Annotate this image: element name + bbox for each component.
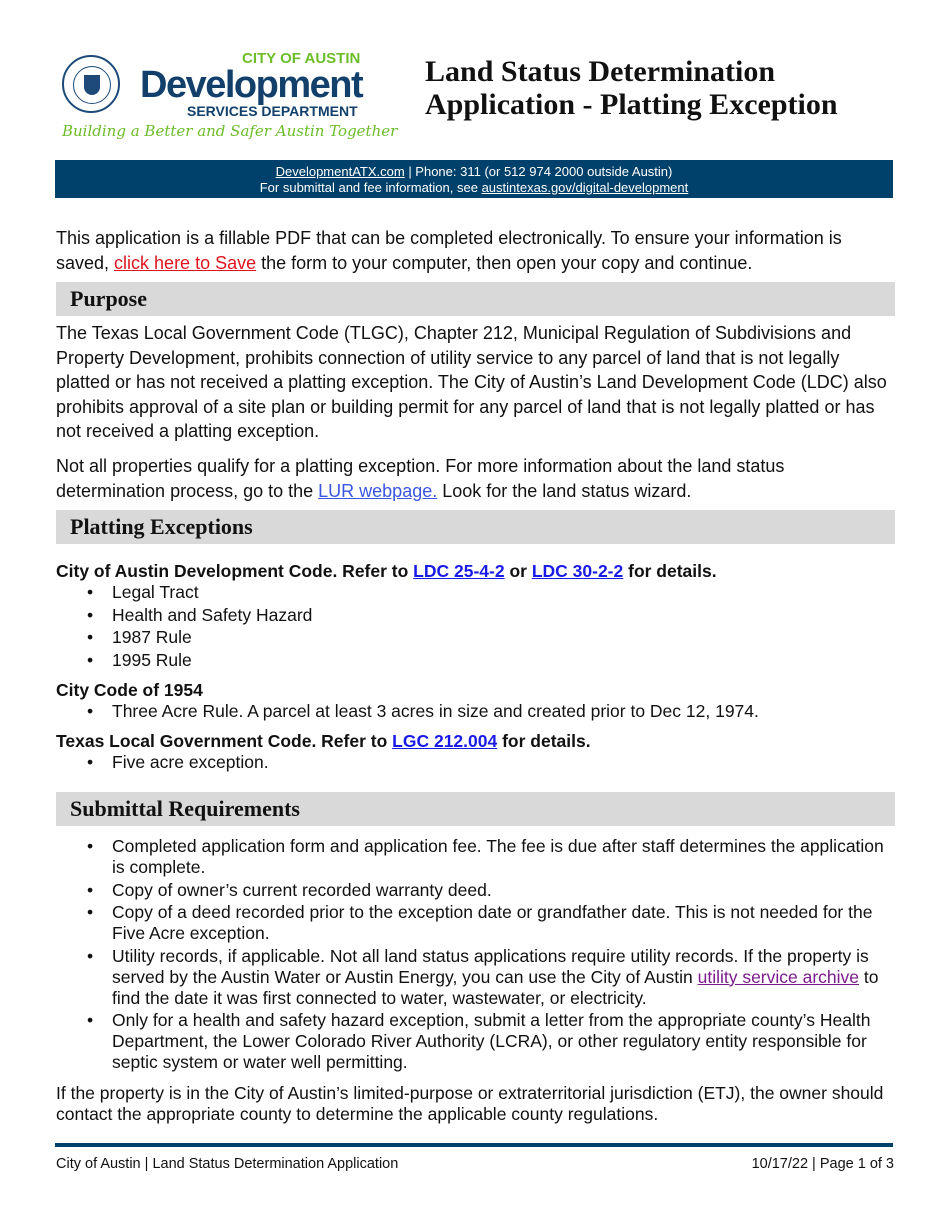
item-text: Utility records, if applicable. Not all land status applications require utility records. If the property is served by the Austin Water or Austin Energy, you can use the City of Austin	[112, 945, 869, 987]
submittal-body	[56, 836, 892, 1125]
purpose-heading: Purpose	[56, 282, 895, 316]
save-link[interactable]: click here to Save	[114, 252, 257, 273]
sub-text: Texas Local Government Code. Refer to	[56, 730, 393, 751]
platting-body	[56, 560, 896, 774]
digital-development-link[interactable]: austintexas.gov/digital-development	[481, 179, 689, 195]
list-item: • Five acre exception.	[112, 752, 896, 773]
footer-page: 10/17/22 | Page 1 of 3	[751, 1156, 894, 1172]
website-link[interactable]: DevelopmentATX.com	[275, 164, 405, 179]
ldc-30-2-2-link[interactable]: LDC 30-2-2	[531, 561, 624, 581]
city-seal-icon	[62, 55, 120, 113]
sub-text: for details.	[623, 561, 717, 581]
platting-heading: Platting Exceptions	[56, 510, 895, 544]
ldc-list	[56, 582, 896, 671]
list-item: • 1995 Rule	[112, 650, 896, 671]
tagline: Building a Better and Safer Austin Together	[62, 122, 398, 140]
lgc-212-004-link[interactable]: LGC 212.004	[392, 730, 498, 751]
sub-text: for details.	[497, 730, 591, 751]
list-item: • Copy of owner’s current recorded warranty deed.	[112, 880, 892, 901]
brand-main: Development	[140, 64, 363, 106]
lur-webpage-link[interactable]: LUR webpage.	[318, 480, 438, 501]
list-item: • Three Acre Rule. A parcel at least 3 acres in size and created prior to Dec 12, 1974.	[112, 701, 896, 722]
intro-text: This application is a fillable PDF that can be completed electronically. To ensure your information is saved,	[56, 228, 842, 273]
sub-text: or	[504, 561, 532, 581]
list-item	[112, 946, 892, 1009]
utility-archive-link[interactable]: utility service archive	[697, 966, 860, 987]
list-item: • Only for a health and safety hazard exception, submit a letter from the appropriate county’s Health Department, the Lower Colorado River Authority (LCRA), or other regulatory entity responsible for septic system or water well permitting.	[112, 1010, 892, 1073]
list-item: • Completed application form and application fee. The fee is due after staff determines the application is complete.	[112, 836, 892, 878]
footer	[56, 1156, 894, 1172]
purpose-para: The Texas Local Government Code (TLGC), Chapter 212, Municipal Regulation of Subdivisions and Property Development, prohibits connection of utility service to any parcel of land that is not legally platted or has not received a platting exception. The City of Austin’s Land Development Code (LDC) also prohibits approval of a site plan or building permit for any parcel of land that is not legally platted or has not received a platting exception.	[56, 323, 887, 442]
title-line-1: Land Status Determination	[425, 55, 776, 88]
item-text: to find the date it was first connected to water, wastewater, or electricity.	[112, 966, 879, 1008]
fee-info-text: For submittal and fee information, see	[259, 179, 482, 195]
closing-paragraph: If the property is in the City of Austin’s limited-purpose or extraterritorial jurisdiction (ETJ), the owner should contact the appropriate county to determine the applicable county regulations.	[56, 1083, 884, 1124]
purpose-body	[56, 321, 896, 503]
contact-banner	[55, 160, 893, 198]
para-text: Not all properties qualify for a platting exception. For more information about the land status determination process, go to the	[56, 455, 785, 501]
footer-rule	[55, 1143, 893, 1147]
ldc-subheading	[56, 560, 896, 582]
sub-text: City of Austin Development Code. Refer to	[56, 561, 414, 581]
list-item: • 1987 Rule	[112, 627, 896, 648]
city-code-subheading: City Code of 1954	[56, 679, 203, 700]
submittal-heading: Submittal Requirements	[56, 792, 895, 826]
tlgc-subheading	[56, 730, 896, 752]
list-item: • Copy of a deed recorded prior to the exception date or grandfather date. This is not needed for the Five Acre exception.	[112, 902, 892, 944]
title-line-2: Application - Platting Exception	[425, 88, 838, 121]
intro	[56, 226, 896, 275]
list-item: • Health and Safety Hazard	[112, 605, 896, 626]
footer-left: City of Austin | Land Status Determination Application	[56, 1156, 399, 1172]
para-text: Look for the land status wizard.	[437, 480, 692, 501]
ldc-25-4-2-link[interactable]: LDC 25-4-2	[413, 561, 505, 581]
phone-text: | Phone: 311 (or 512 974 2000 outside Austin)	[404, 164, 673, 179]
brand-sub: SERVICES DEPARTMENT	[187, 103, 358, 119]
list-item: • Legal Tract	[112, 582, 896, 603]
brand-top: CITY OF AUSTIN	[242, 50, 361, 67]
intro-text-end: the form to your computer, then open your copy and continue.	[256, 252, 753, 273]
purpose-para-2	[56, 454, 896, 503]
page-title	[425, 55, 838, 121]
